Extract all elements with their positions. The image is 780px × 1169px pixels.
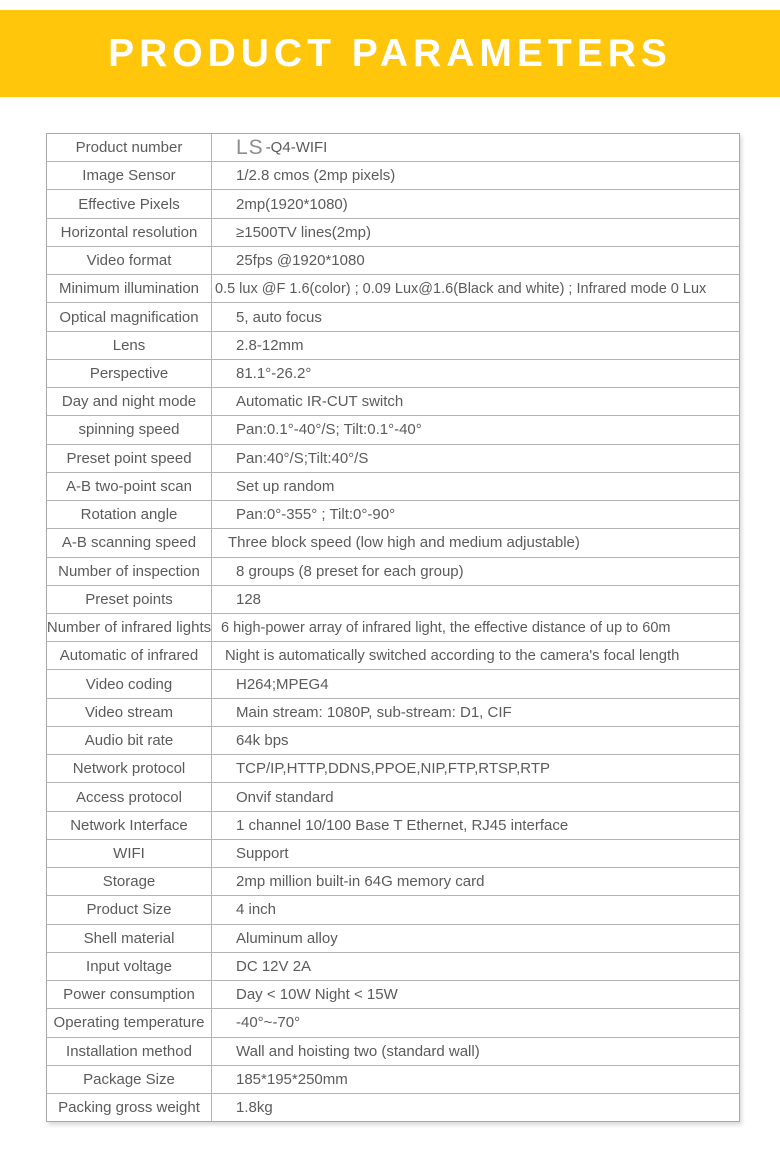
table-row — [47, 501, 739, 529]
table-row — [47, 134, 739, 162]
table-row — [47, 529, 739, 557]
param-label-cell: Preset points — [47, 586, 212, 613]
param-value-cell: 81.1°-26.2° — [236, 364, 312, 382]
table-row — [47, 981, 739, 1009]
param-label-cell: Network protocol — [47, 755, 212, 782]
table-row — [47, 360, 739, 388]
param-label-cell: Minimum illumination — [47, 275, 212, 302]
param-label-cell: Image Sensor — [47, 162, 212, 189]
table-row — [47, 388, 739, 416]
table-row — [47, 925, 739, 953]
param-value-cell: 1 channel 10/100 Base T Ethernet, RJ45 interface — [236, 816, 569, 834]
param-label-cell: WIFI — [47, 840, 212, 867]
param-value-cell: -40°~-70° — [236, 1014, 301, 1032]
param-label-cell: Video coding — [47, 670, 212, 697]
param-label-cell: Automatic of infrared — [47, 642, 212, 669]
table-row — [47, 1038, 739, 1066]
table-row — [47, 642, 739, 670]
param-value-cell: 0.5 lux @F 1.6(color) ; 0.09 Lux@1.6(Black and white) ; Infrared mode 0 Lux — [215, 280, 707, 297]
param-value-cell — [212, 134, 739, 161]
table-row — [47, 755, 739, 783]
param-value-cell: Day < 10W Night < 15W — [236, 986, 398, 1004]
param-label-cell: Access protocol — [47, 783, 212, 810]
param-value-cell: DC 12V 2A — [236, 957, 312, 975]
table-row — [47, 727, 739, 755]
table-row — [47, 896, 739, 924]
param-value-cell: Set up random — [236, 477, 335, 495]
param-value-cell: Onvif standard — [236, 788, 334, 806]
table-row — [47, 416, 739, 444]
param-value-cell: TCP/IP,HTTP,DDNS,PPOE,NIP,FTP,RTSP,RTP — [236, 760, 550, 778]
table-row — [47, 812, 739, 840]
param-label-cell: Number of inspection — [47, 558, 212, 585]
table-row — [47, 445, 739, 473]
param-value-cell: 25fps @1920*1080 — [236, 252, 365, 270]
model-text: -Q4-WIFI — [265, 139, 328, 157]
brand-text: LS — [236, 135, 264, 159]
param-value-cell: 8 groups (8 preset for each group) — [236, 562, 464, 580]
param-value-cell: Main stream: 1080P, sub-stream: D1, CIF — [236, 703, 512, 721]
param-label-cell: Number of infrared lights — [47, 614, 212, 641]
param-label-cell: Horizontal resolution — [47, 219, 212, 246]
param-value-cell: Pan:0.1°-40°/S; Tilt:0.1°-40° — [236, 421, 422, 439]
param-value-cell: Aluminum alloy — [236, 929, 338, 947]
param-value-cell: Support — [236, 844, 289, 862]
table-row — [47, 614, 739, 642]
table-row — [47, 670, 739, 698]
table-row — [47, 868, 739, 896]
table-row — [47, 1094, 739, 1121]
header-banner — [0, 10, 780, 97]
param-value-cell: 2.8-12mm — [236, 336, 304, 354]
param-label-cell: Lens — [47, 332, 212, 359]
param-value-cell: Night is automatically switched according to the camera's focal length — [225, 647, 680, 664]
table-row — [47, 586, 739, 614]
param-label-cell: A-B scanning speed — [47, 529, 212, 556]
param-label-cell: Video stream — [47, 699, 212, 726]
param-label-cell: Network Interface — [47, 812, 212, 839]
param-value-cell: Pan:40°/S;Tilt:40°/S — [236, 449, 369, 467]
param-label-cell: Installation method — [47, 1038, 212, 1065]
param-label-cell: Packing gross weight — [47, 1094, 212, 1121]
param-value-cell: Pan:0°-355° ; Tilt:0°-90° — [236, 506, 396, 524]
param-label-cell: Video format — [47, 247, 212, 274]
param-value-cell: 128 — [236, 590, 262, 608]
table-row — [47, 219, 739, 247]
table-row — [47, 840, 739, 868]
param-label-cell: Power consumption — [47, 981, 212, 1008]
param-value-cell: 1/2.8 cmos (2mp pixels) — [236, 167, 396, 185]
param-value-cell: 1.8kg — [236, 1099, 273, 1117]
param-value-cell: 185*195*250mm — [236, 1070, 348, 1088]
param-label-cell: Audio bit rate — [47, 727, 212, 754]
param-label-cell: spinning speed — [47, 416, 212, 443]
param-value-cell: 2mp million built-in 64G memory card — [236, 873, 485, 891]
param-value-cell: 64k bps — [236, 732, 289, 750]
table-row — [47, 332, 739, 360]
param-label-cell: Rotation angle — [47, 501, 212, 528]
table-row — [47, 1066, 739, 1094]
param-value-cell: Automatic IR-CUT switch — [236, 393, 404, 411]
param-label-cell: Operating temperature — [47, 1009, 212, 1036]
param-value-cell: Three block speed (low high and medium adjustable) — [228, 534, 580, 552]
table-row — [47, 275, 739, 303]
param-label-cell: Perspective — [47, 360, 212, 387]
param-value-cell: 4 inch — [236, 901, 277, 919]
param-value-cell: H264;MPEG4 — [236, 675, 329, 693]
table-row — [47, 247, 739, 275]
param-label-cell: Product number — [47, 134, 212, 161]
table-row — [47, 783, 739, 811]
param-value-cell: Wall and hoisting two (standard wall) — [236, 1042, 480, 1060]
param-value-cell: 6 high-power array of infrared light, the effective distance of up to 60m — [221, 619, 671, 636]
param-label-cell: A-B two-point scan — [47, 473, 212, 500]
param-label-cell: Day and night mode — [47, 388, 212, 415]
param-label-cell: Optical magnification — [47, 303, 212, 330]
param-label-cell: Input voltage — [47, 953, 212, 980]
param-label-cell: Package Size — [47, 1066, 212, 1093]
param-value-cell: ≥1500TV lines(2mp) — [236, 223, 371, 241]
table-row — [47, 162, 739, 190]
page-title: PRODUCT PARAMETERS — [108, 31, 672, 75]
param-label-cell: Preset point speed — [47, 445, 212, 472]
param-label-cell: Product Size — [47, 896, 212, 923]
param-value-cell: 2mp(1920*1080) — [236, 195, 348, 213]
table-row — [47, 190, 739, 218]
parameters-table — [46, 133, 740, 1122]
param-label-cell: Storage — [47, 868, 212, 895]
param-value-cell: 5, auto focus — [236, 308, 322, 326]
table-row — [47, 699, 739, 727]
table-row — [47, 473, 739, 501]
param-label-cell: Shell material — [47, 925, 212, 952]
table-row — [47, 1009, 739, 1037]
table-row — [47, 303, 739, 331]
param-label-cell: Effective Pixels — [47, 190, 212, 217]
table-row — [47, 558, 739, 586]
table-row — [47, 953, 739, 981]
